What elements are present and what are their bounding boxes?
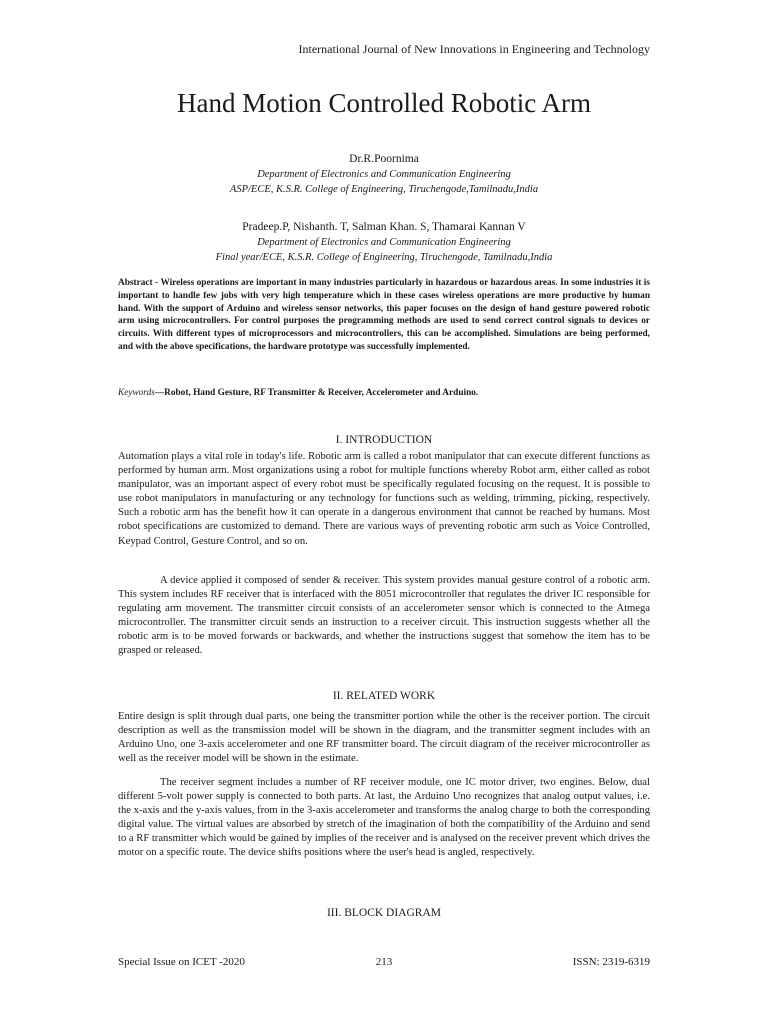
keywords xyxy=(118,387,650,400)
keywords-text: —Robot, Hand Gesture, RF Transmitter & Receiver, Accelerometer and Arduino. xyxy=(154,388,479,398)
paragraph: Entire design is split through dual parts, one being the transmitter portion while the other is the receiver portion. The circuit description as well as the transmission model will be shown in the diagram, and the transmitter segment includes with an Arduino Uno, one 3-axis accelerometer and one RF transmitter board. The circuit diagram of the receiver microcontroller as well as the receiver model will be shown in the estimate. xyxy=(118,711,650,765)
journal-header: International Journal of New Innovations in Engineering and Technology xyxy=(298,42,650,56)
author-block xyxy=(0,220,768,265)
section-heading-block-diagram: III. BLOCK DIAGRAM xyxy=(326,907,442,919)
author-department: Department of Electronics and Communication Engineering xyxy=(257,237,511,248)
paragraph: Automation plays a vital role in today's life. Robotic arm is called a robot manipulator that can execute different functions as performed by human arm. Most organizations using a robot for multiple functions whereby Robot arm, either called as robot manipulator, was an important aspect of every robot must be specifically regulated focusing on the request. It is possible to use robot manipulators in manufacturing or any technology for functions such as welding, trimming, picking, respectively. Such a robotic arm has the benefit how it can operate in a dangerous environment that cannot be reached by humans. Most robot specifications are customized to demand. There are various ways of preventing robotic arm such as Voice Controlled, Keypad Control, Gesture Control, and so on. xyxy=(118,451,650,547)
author-affiliation: ASP/ECE, K.S.R. College of Engineering, Tiruchengode,Tamilnadu,India xyxy=(229,184,539,195)
footer-issn: ISSN: 2319-6319 xyxy=(572,956,650,968)
author-name: Dr.R.Poornima xyxy=(349,153,419,165)
abstract: Abstract - Wireless operations are important in many industries particularly in hazardous or hazardous areas. In some industries it is important to handle few jobs with very high temperature which in these cases wireless operations are more productive by human hand. With the support of Arduino and wireless sensor networks, this paper focuses on the design of hand gesture powered robotic arm using microcontrollers. For control purposes the programming methods are used to send correct control signals to devices or circuits. With different types of microprocessors and microcontrollers, this can be accomplished. Simulations are being performed, and with the above specifications, the hardware prototype was successfully implemented. xyxy=(118,278,650,352)
author-affiliation: Final year/ECE, K.S.R. College of Engineering, Tiruchengode, Tamilnadu,India xyxy=(215,252,553,263)
section-heading-related-work: II. RELATED WORK xyxy=(332,690,436,702)
paragraph: A device applied it composed of sender & receiver. This system provides manual gesture control of a robotic arm. This system includes RF receiver that is interfaced with the 8051 microcontroller that regulates the driver IC responsible for regulating arm movement. The transmitter circuit consists of an accelerometer sensor which is connected to the Atmega microcontroller. The transmitter circuit sends an instruction to a receiver circuit. This instruction suggests whether all the robotic arm is to be moved forwards or backwards, and whether the instructions suggest that somehow the item has to be grasped or released. xyxy=(118,575,650,657)
page-number: 213 xyxy=(375,956,393,968)
footer-issue: Special Issue on ICET -2020 xyxy=(118,956,245,968)
page-footer xyxy=(118,956,650,970)
author-block xyxy=(0,152,768,197)
paper-title: Hand Motion Controlled Robotic Arm xyxy=(177,88,591,118)
author-name: Pradeep.P, Nishanth. T, Salman Khan. S, Thamarai Kannan V xyxy=(242,221,526,233)
keywords-label: Keywords xyxy=(118,388,155,398)
section-heading-introduction: I. INTRODUCTION xyxy=(335,434,433,446)
paragraph: The receiver segment includes a number of RF receiver module, one IC motor driver, two engines. Below, dual different 5-volt power supply is connected to both parts. At last, the Arduino Uno recognizes that analog output values, i.e. the x-axis and the y-axis values, from in the 3-axis accelerometer and transforms the analog charge to both the corresponding digital value. The virtual values are absorbed by stretch of the imagination of both the compatibility of the Arduino and send to a RF transmitter which would be gained by implies of the receiver and is analysed on the receiver prevent which drives the motor on a specific route. The device shifts positions where the user's head is angled, respectively. xyxy=(118,777,650,859)
author-department: Department of Electronics and Communication Engineering xyxy=(257,169,511,180)
